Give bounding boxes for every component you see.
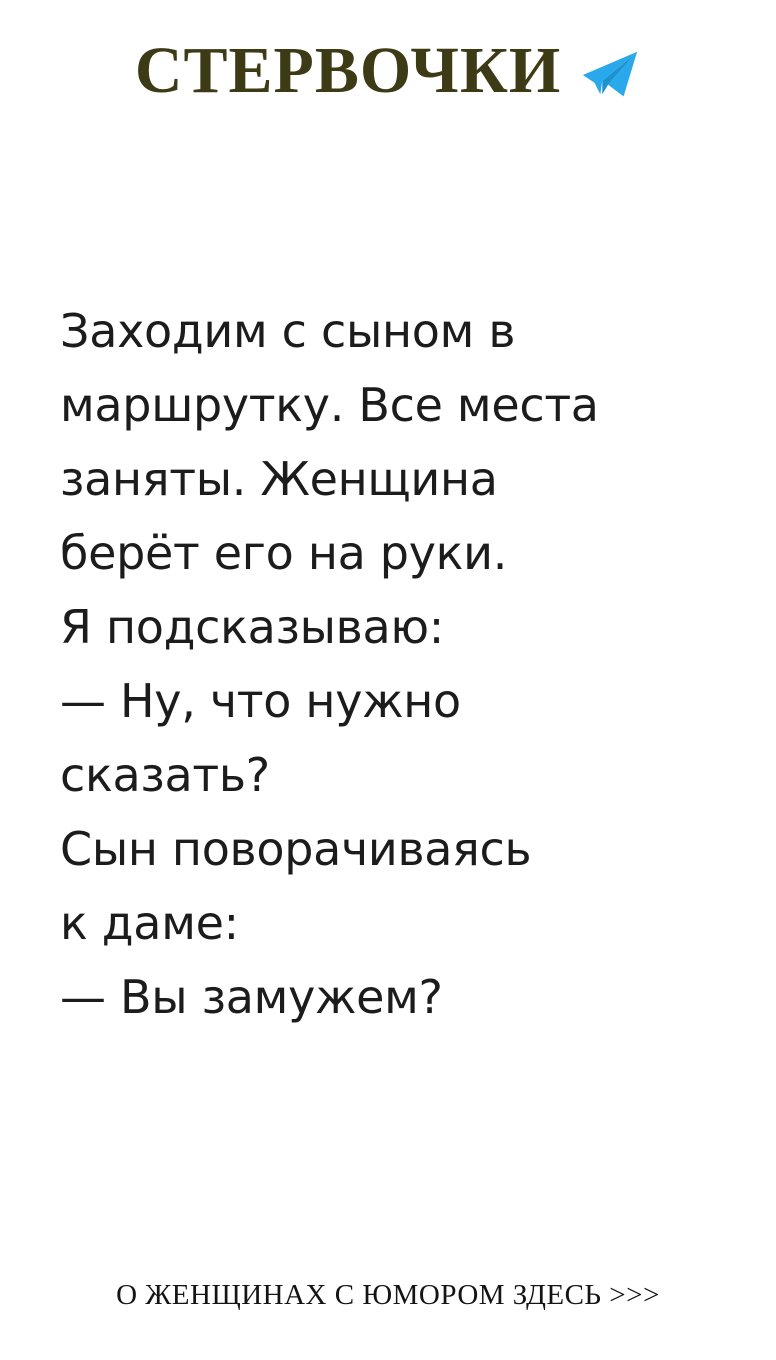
- telegram-icon[interactable]: [579, 44, 641, 106]
- post-content: [0, 104, 776, 1279]
- channel-title: СТЕРВОЧКИ: [134, 34, 562, 107]
- joke-line: Сын поворачиваясь: [60, 822, 532, 876]
- joke-line: сказать?: [60, 748, 270, 802]
- footer-cta-link[interactable]: О ЖЕНЩИНАХ С ЮМОРОМ ЗДЕСЬ >>>: [116, 1279, 660, 1311]
- joke-line: Заходим с сыном в: [60, 304, 516, 358]
- joke-line: — Ну, что нужно: [60, 674, 461, 728]
- joke-line: — Вы замужем?: [60, 970, 443, 1024]
- joke-line: к даме:: [60, 896, 239, 950]
- joke-line: Я подсказываю:: [60, 600, 444, 654]
- joke-line: заняты. Женщина: [60, 452, 498, 506]
- joke-text: [60, 294, 716, 1034]
- joke-line: маршрутку. Все места: [60, 378, 599, 432]
- post-header: [0, 0, 776, 107]
- joke-line: берёт его на руки.: [60, 526, 508, 580]
- post-footer: [0, 1279, 776, 1360]
